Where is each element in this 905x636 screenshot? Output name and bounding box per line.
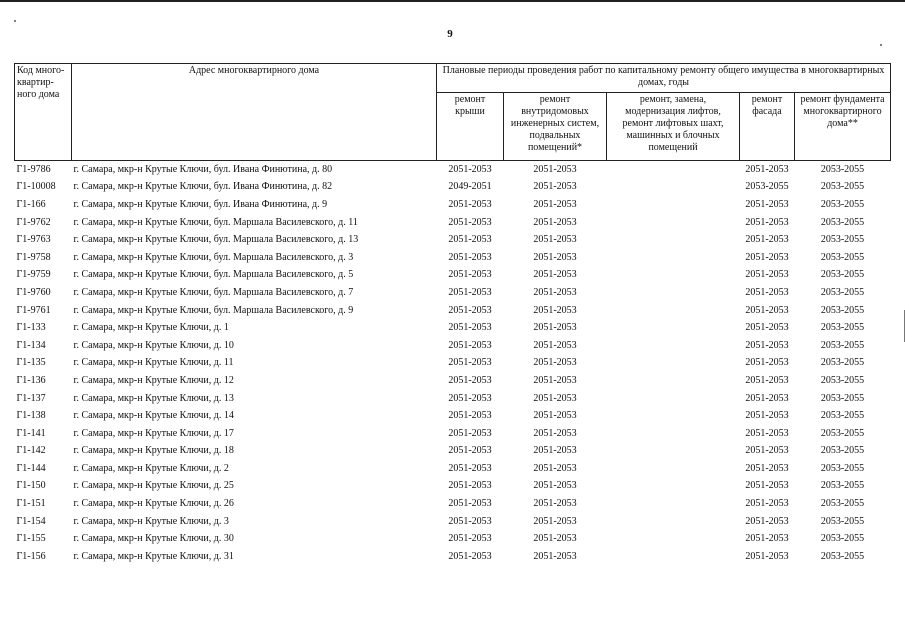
cell-facade-period: 2051-2053: [745, 374, 789, 386]
cell-house-code: Г1-138: [16, 410, 46, 422]
cell-facade-period: 2051-2053: [745, 322, 789, 334]
cell-foundation-period: 2053-2055: [820, 498, 865, 510]
cell-systems-period: 2051-2053: [533, 251, 577, 263]
cell-roof-period: 2051-2053: [448, 357, 492, 369]
cell-roof-period: 2051-2053: [448, 163, 492, 175]
cell-elevators-period: [607, 390, 740, 408]
table-row: [15, 249, 891, 267]
cell-house-code: Г1-9762: [16, 216, 51, 228]
cell-foundation-period: 2053-2055: [820, 286, 865, 298]
cell-elevators-period: [607, 513, 740, 531]
table-row: [15, 425, 891, 443]
cell-address: г. Самара, мкр-н Крутые Ключи, бул. Ивана Финютина, д. 80: [73, 163, 333, 175]
cell-roof-period: 2051-2053: [448, 304, 492, 316]
cell-roof-period: 2049-2051: [448, 181, 492, 193]
table-row: [15, 478, 891, 496]
cell-address: г. Самара, мкр-н Крутые Ключи, д. 13: [73, 392, 234, 404]
cell-elevators-period: [607, 249, 740, 267]
cell-house-code: Г1-9759: [16, 269, 51, 281]
cell-facade-period: 2051-2053: [745, 462, 789, 474]
cell-house-code: Г1-142: [16, 445, 46, 457]
cell-facade-period: 2051-2053: [745, 410, 789, 422]
cell-elevators-period: [607, 443, 740, 461]
cell-elevators-period: [607, 460, 740, 478]
cell-elevators-period: [607, 179, 740, 197]
cell-roof-period: 2051-2053: [448, 322, 492, 334]
cell-facade-period: 2051-2053: [745, 427, 789, 439]
cell-house-code: Г1-155: [16, 533, 46, 545]
cell-foundation-period: 2053-2055: [820, 216, 865, 228]
cell-roof-period: 2051-2053: [448, 427, 492, 439]
cell-systems-period: 2051-2053: [533, 445, 577, 457]
cell-roof-period: 2051-2053: [448, 515, 492, 527]
cell-address: г. Самара, мкр-н Крутые Ключи, д. 18: [73, 445, 234, 457]
cell-systems-period: 2051-2053: [533, 550, 577, 562]
cell-house-code: Г1-9763: [16, 234, 51, 246]
cell-foundation-period: 2053-2055: [820, 304, 865, 316]
cell-house-code: Г1-166: [16, 198, 46, 210]
cell-roof-period: 2051-2053: [448, 462, 492, 474]
header-foundation-repair: ремонт фундамента многоквартирного дома**: [795, 93, 891, 161]
cell-roof-period: 2051-2053: [448, 374, 492, 386]
cell-systems-period: 2051-2053: [533, 216, 577, 228]
cell-address: г. Самара, мкр-н Крутые Ключи, д. 11: [73, 357, 234, 369]
cell-foundation-period: 2053-2055: [820, 392, 865, 404]
cell-house-code: Г1-150: [16, 480, 46, 492]
cell-foundation-period: 2053-2055: [820, 462, 865, 474]
cell-address: г. Самара, мкр-н Крутые Ключи, бул. Маршала Василевского, д. 9: [73, 304, 354, 316]
header-address: Адрес многоквартирного дома: [72, 64, 437, 161]
cell-address: г. Самара, мкр-н Крутые Ключи, д. 17: [73, 427, 234, 439]
table-row: [15, 372, 891, 390]
cell-address: г. Самара, мкр-н Крутые Ключи, д. 3: [73, 515, 229, 527]
cell-elevators-period: [607, 548, 740, 566]
cell-elevators-period: [607, 231, 740, 249]
cell-house-code: Г1-135: [16, 357, 46, 369]
table-row: [15, 530, 891, 548]
table-row: [15, 355, 891, 373]
cell-facade-period: 2051-2053: [745, 216, 789, 228]
table-row: [15, 460, 891, 478]
header-facade-repair: ремонт фасада: [740, 93, 795, 161]
table-row: [15, 337, 891, 355]
cell-elevators-period: [607, 196, 740, 214]
header-planned-periods: Плановые периоды проведения работ по капитальному ремонту общего имущества в многоквартирных домах, годы: [437, 64, 891, 93]
cell-systems-period: 2051-2053: [533, 427, 577, 439]
cell-facade-period: 2051-2053: [745, 445, 789, 457]
cell-house-code: Г1-133: [16, 322, 46, 334]
cell-foundation-period: 2053-2055: [820, 181, 865, 193]
cell-facade-period: 2051-2053: [745, 251, 789, 263]
cell-foundation-period: 2053-2055: [820, 339, 865, 351]
cell-facade-period: 2053-2055: [745, 181, 789, 193]
cell-address: г. Самара, мкр-н Крутые Ключи, д. 14: [73, 410, 234, 422]
cell-roof-period: 2051-2053: [448, 498, 492, 510]
cell-address: г. Самара, мкр-н Крутые Ключи, д. 2: [73, 462, 229, 474]
cell-facade-period: 2051-2053: [745, 550, 789, 562]
table-row: [15, 390, 891, 408]
cell-facade-period: 2051-2053: [745, 480, 789, 492]
table-row: [15, 407, 891, 425]
cell-roof-period: 2051-2053: [448, 286, 492, 298]
cell-elevators-period: [607, 161, 740, 179]
cell-elevators-period: [607, 372, 740, 390]
cell-house-code: Г1-141: [16, 427, 46, 439]
cell-address: г. Самара, мкр-н Крутые Ключи, д. 30: [73, 533, 234, 545]
cell-facade-period: 2051-2053: [745, 198, 789, 210]
cell-house-code: Г1-156: [16, 550, 46, 562]
cell-facade-period: 2051-2053: [745, 339, 789, 351]
capital-repair-schedule-table: [14, 63, 891, 566]
table-body: [15, 161, 891, 566]
cell-systems-period: 2051-2053: [533, 304, 577, 316]
cell-elevators-period: [607, 337, 740, 355]
cell-elevators-period: [607, 267, 740, 285]
header-roof-repair: ремонт крыши: [437, 93, 504, 161]
table-row: [15, 214, 891, 232]
cell-house-code: Г1-9760: [16, 286, 51, 298]
cell-address: г. Самара, мкр-н Крутые Ключи, бул. Ивана Финютина, д. 9: [73, 198, 328, 210]
cell-house-code: Г1-154: [16, 515, 46, 527]
table-row: [15, 495, 891, 513]
table-row: [15, 319, 891, 337]
cell-elevators-period: [607, 284, 740, 302]
page-number: 9: [447, 28, 453, 40]
cell-house-code: Г1-134: [16, 339, 46, 351]
cell-foundation-period: 2053-2055: [820, 357, 865, 369]
cell-elevators-period: [607, 478, 740, 496]
cell-address: г. Самара, мкр-н Крутые Ключи, бул. Маршала Василевского, д. 11: [73, 216, 358, 228]
cell-systems-period: 2051-2053: [533, 462, 577, 474]
table-row: [15, 179, 891, 197]
cell-foundation-period: 2053-2055: [820, 163, 865, 175]
cell-systems-period: 2051-2053: [533, 374, 577, 386]
cell-address: г. Самара, мкр-н Крутые Ключи, бул. Ивана Финютина, д. 82: [73, 181, 333, 193]
top-border-line: [0, 0, 905, 2]
cell-facade-period: 2051-2053: [745, 269, 789, 281]
cell-house-code: Г1-144: [16, 462, 46, 474]
cell-elevators-period: [607, 495, 740, 513]
header-engineering-systems-repair: ремонт внутридомовых инженерных систем, подвальных помещений*: [504, 93, 607, 161]
cell-elevators-period: [607, 214, 740, 232]
cell-systems-period: 2051-2053: [533, 322, 577, 334]
cell-house-code: Г1-137: [16, 392, 46, 404]
cell-roof-period: 2051-2053: [448, 480, 492, 492]
cell-systems-period: 2051-2053: [533, 533, 577, 545]
table-row: [15, 302, 891, 320]
cell-roof-period: 2051-2053: [448, 533, 492, 545]
header-house-code: Код много-квартир-ного дома: [15, 64, 72, 161]
cell-roof-period: 2051-2053: [448, 550, 492, 562]
cell-systems-period: 2051-2053: [533, 515, 577, 527]
cell-facade-period: 2051-2053: [745, 357, 789, 369]
cell-foundation-period: 2053-2055: [820, 269, 865, 281]
cell-roof-period: 2051-2053: [448, 251, 492, 263]
cell-facade-period: 2051-2053: [745, 498, 789, 510]
cell-foundation-period: 2053-2055: [820, 515, 865, 527]
margin-mark: [901, 310, 905, 342]
table-row: [15, 513, 891, 531]
cell-elevators-period: [607, 425, 740, 443]
cell-systems-period: 2051-2053: [533, 339, 577, 351]
cell-systems-period: 2051-2053: [533, 357, 577, 369]
cell-elevators-period: [607, 407, 740, 425]
cell-house-code: Г1-136: [16, 374, 46, 386]
cell-foundation-period: 2053-2055: [820, 445, 865, 457]
cell-address: г. Самара, мкр-н Крутые Ключи, д. 26: [73, 498, 234, 510]
cell-facade-period: 2051-2053: [745, 304, 789, 316]
cell-roof-period: 2051-2053: [448, 445, 492, 457]
cell-roof-period: 2051-2053: [448, 339, 492, 351]
cell-roof-period: 2051-2053: [448, 234, 492, 246]
table-row: [15, 548, 891, 566]
cell-facade-period: 2051-2053: [745, 533, 789, 545]
cell-facade-period: 2051-2053: [745, 392, 789, 404]
cell-facade-period: 2051-2053: [745, 163, 789, 175]
cell-systems-period: 2051-2053: [533, 198, 577, 210]
cell-house-code: Г1-151: [16, 498, 46, 510]
cell-foundation-period: 2053-2055: [820, 322, 865, 334]
table-header: [15, 64, 891, 161]
cell-foundation-period: 2053-2055: [820, 374, 865, 386]
cell-elevators-period: [607, 355, 740, 373]
cell-house-code: Г1-10008: [16, 181, 56, 193]
cell-address: г. Самара, мкр-н Крутые Ключи, д. 25: [73, 480, 234, 492]
cell-systems-period: 2051-2053: [533, 163, 577, 175]
cell-roof-period: 2051-2053: [448, 392, 492, 404]
table-row: [15, 196, 891, 214]
cell-systems-period: 2051-2053: [533, 392, 577, 404]
cell-address: г. Самара, мкр-н Крутые Ключи, бул. Маршала Василевского, д. 13: [73, 234, 359, 246]
cell-address: г. Самара, мкр-н Крутые Ключи, бул. Маршала Василевского, д. 5: [73, 269, 354, 281]
cell-systems-period: 2051-2053: [533, 480, 577, 492]
table-row: [15, 161, 891, 179]
cell-house-code: Г1-9758: [16, 251, 51, 263]
cell-roof-period: 2051-2053: [448, 410, 492, 422]
cell-facade-period: 2051-2053: [745, 234, 789, 246]
scan-speck: [14, 20, 16, 22]
cell-facade-period: 2051-2053: [745, 515, 789, 527]
cell-foundation-period: 2053-2055: [820, 234, 865, 246]
table-row: [15, 284, 891, 302]
table-row: [15, 231, 891, 249]
cell-address: г. Самара, мкр-н Крутые Ключи, д. 31: [73, 550, 234, 562]
cell-systems-period: 2051-2053: [533, 234, 577, 246]
cell-address: г. Самара, мкр-н Крутые Ключи, бул. Маршала Василевского, д. 7: [73, 286, 354, 298]
cell-address: г. Самара, мкр-н Крутые Ключи, д. 1: [73, 322, 229, 334]
cell-house-code: Г1-9786: [16, 163, 51, 175]
cell-foundation-period: 2053-2055: [820, 251, 865, 263]
cell-foundation-period: 2053-2055: [820, 533, 865, 545]
cell-roof-period: 2051-2053: [448, 198, 492, 210]
cell-systems-period: 2051-2053: [533, 286, 577, 298]
table-row: [15, 443, 891, 461]
cell-elevators-period: [607, 319, 740, 337]
cell-elevators-period: [607, 530, 740, 548]
cell-systems-period: 2051-2053: [533, 498, 577, 510]
cell-foundation-period: 2053-2055: [820, 427, 865, 439]
scan-speck: [880, 44, 882, 46]
cell-systems-period: 2051-2053: [533, 181, 577, 193]
cell-systems-period: 2051-2053: [533, 269, 577, 281]
cell-facade-period: 2051-2053: [745, 286, 789, 298]
cell-elevators-period: [607, 302, 740, 320]
cell-roof-period: 2051-2053: [448, 269, 492, 281]
cell-systems-period: 2051-2053: [533, 410, 577, 422]
cell-roof-period: 2051-2053: [448, 216, 492, 228]
header-elevator-repair: ремонт, замена, модернизация лифтов, ремонт лифтовых шахт, машинных и блочных помещений: [607, 93, 740, 161]
table-row: [15, 267, 891, 285]
cell-foundation-period: 2053-2055: [820, 480, 865, 492]
cell-address: г. Самара, мкр-н Крутые Ключи, д. 10: [73, 339, 234, 351]
cell-house-code: Г1-9761: [16, 304, 51, 316]
cell-foundation-period: 2053-2055: [820, 198, 865, 210]
cell-foundation-period: 2053-2055: [820, 550, 865, 562]
cell-foundation-period: 2053-2055: [820, 410, 865, 422]
cell-address: г. Самара, мкр-н Крутые Ключи, бул. Маршала Василевского, д. 3: [73, 251, 354, 263]
cell-address: г. Самара, мкр-н Крутые Ключи, д. 12: [73, 374, 234, 386]
